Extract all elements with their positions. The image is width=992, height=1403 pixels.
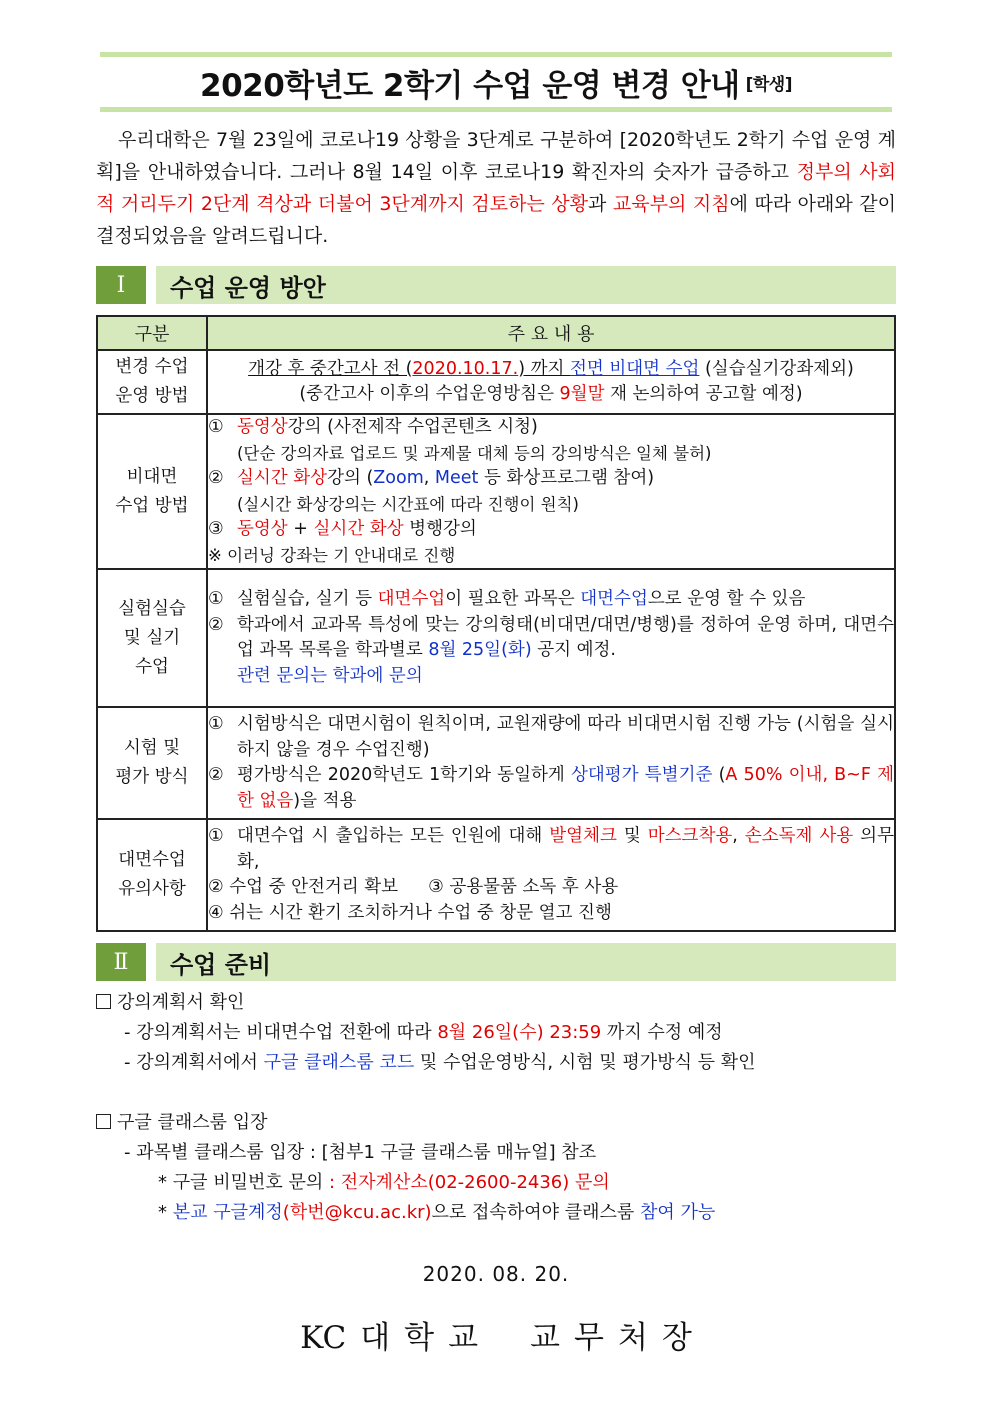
text: 구글 클래스룸 입장 (117, 1112, 268, 1133)
text: 이 필요한 과목은 (445, 589, 581, 609)
text: 동영상 (237, 417, 288, 437)
category-line: 대면수업 (118, 850, 186, 870)
row-category (97, 414, 207, 569)
title-bottom-rule (100, 107, 892, 112)
section-1-header (96, 266, 896, 304)
item-number: ① (208, 826, 224, 846)
category-line: 유의사항 (118, 879, 186, 899)
category-line: 비대면 (126, 466, 178, 487)
section-1-label: 수업 운영 방안 (156, 266, 896, 304)
text: 으로 접속하여야 클래스룸 (431, 1202, 640, 1223)
row-category (97, 707, 207, 819)
item-number: ① (208, 714, 224, 734)
text: 참여 가능 (639, 1202, 716, 1223)
text: 까지 수정 예정 (601, 1022, 723, 1043)
item-number: ② (208, 614, 224, 635)
list-item (208, 763, 894, 814)
text: 마스크착용 (647, 826, 733, 846)
sub-note: (실시간 화상강의는 시간표에 따라 진행이 원칙) (237, 494, 579, 514)
text: * 구글 비밀번호 문의 (158, 1172, 329, 1193)
text: 구글 클래스룸 코드 (263, 1052, 415, 1073)
signature-char: 교 (530, 1320, 560, 1356)
row-content (207, 350, 895, 414)
signature-char: 학 (404, 1320, 435, 1356)
text: 8월 26일(수) 23:59 (437, 1022, 602, 1043)
text: 대면수업 (377, 589, 446, 609)
signature-char: 무 (574, 1320, 604, 1356)
text: Zoom (373, 468, 424, 488)
item-number: ③ (208, 519, 224, 539)
text: 2020.10.17. (412, 358, 519, 379)
text: 9월말 (559, 384, 605, 404)
text: 전면 비대면 수업 (569, 358, 700, 379)
category-line: 운영 방법 (115, 386, 189, 406)
text: ( (712, 765, 726, 785)
section-1-number: Ⅰ (96, 266, 146, 304)
list-item (208, 613, 894, 690)
category-line: 수업 방법 (115, 495, 189, 516)
text: (학번@kcu.ac.kr) (282, 1202, 432, 1223)
text: 병행강의 (403, 519, 477, 539)
signature-char: 장 (661, 1320, 692, 1356)
text: 실시간 화상 (237, 468, 328, 488)
list-item (208, 824, 894, 875)
text: 개강 후 중간고사 전 ( (248, 358, 413, 379)
text: 학과에서 교과목 특성에 맞는 강의형태(비대면/대면/병행)를 정하여 운영 하며, 대면수업 과목 목록을 학과별로 (237, 614, 894, 660)
checkbox-icon (96, 994, 111, 1009)
category-line: 및 실기 (123, 627, 181, 648)
text: 동영상 (237, 519, 288, 539)
section-2-header (96, 943, 896, 981)
list-item: - 과목별 클래스룸 입장 : [첨부1 구글 클래스룸 매뉴얼] 참조 (124, 1142, 597, 1163)
page-title (100, 57, 892, 107)
checklist-item (96, 1108, 896, 1138)
text: 의무화, (237, 826, 894, 872)
table-header-row (97, 316, 895, 350)
sub-note: (단순 강의자료 업로드 및 과제물 대체 등의 강의방식은 일체 불허) (237, 443, 712, 463)
text: 대면수업 (580, 589, 648, 609)
list-item (208, 875, 894, 901)
header-content: 주 요 내 용 (207, 316, 895, 350)
intro-text-2: 과 (588, 193, 613, 215)
text: : 전자계산소(02-2600-2436) 문의 (329, 1172, 610, 1193)
text: ) 까지 (518, 358, 570, 379)
intro-paragraph (96, 124, 896, 252)
item-number: ② (208, 468, 224, 488)
list-item (96, 1048, 896, 1078)
list-item (208, 517, 894, 543)
text: 손소독제 사용 (744, 826, 854, 846)
text: + (287, 519, 314, 539)
signature-char: KC (300, 1320, 347, 1356)
row-content (207, 707, 895, 819)
text: 시험방식은 대면시험이 원칙이며, 교원재량에 따라 비대면시험 진행 가능 (시험을 실시하지 않을 경우 수업진행) (237, 714, 894, 760)
text: 강의 ( (327, 468, 374, 488)
category-line: 시험 및 (123, 738, 181, 758)
text: ③ 공용물품 소독 후 사용 (428, 877, 619, 897)
text: - 강의계획서는 비대면수업 전환에 따라 (124, 1022, 438, 1043)
item-number: ① (208, 417, 224, 437)
intro-text-1: 우리대학은 7월 23일에 코로나19 상황을 3단계로 구분하여 [2020학년도 2학기 수업 운영 계획]을 안내하였습니다. 그러나 8월 14일 이후 코로나19 확진자의 숫자가 급증하고 (96, 129, 896, 183)
text: 발열체크 (549, 826, 617, 846)
text: 재 논의하여 공고할 예정) (604, 384, 803, 404)
intro-text-3: 에 따라 아래와 같이 결정되었음을 알려드립니다. (96, 193, 896, 247)
item-number: ① (208, 589, 224, 609)
note-line: ※ 이러닝 강좌는 기 안내대로 진행 (208, 545, 456, 565)
table-row (97, 569, 895, 707)
text: 8월 25일(화) (428, 640, 532, 660)
content-line (208, 382, 894, 408)
list-item (96, 1018, 896, 1048)
intro-highlight-2: 교육부의 지침 (612, 193, 730, 215)
item-number: ② (208, 765, 224, 785)
text: 등 화상프로그램 참여) (478, 468, 655, 488)
text: 실험실습, 실기 등 (237, 589, 378, 609)
title-block (100, 52, 892, 112)
text: 관련 문의는 학과에 문의 (237, 665, 423, 686)
row-content (207, 819, 895, 931)
content-line (208, 357, 894, 383)
text: 평가방식은 2020학년도 1학기와 동일하게 (237, 765, 571, 785)
header-category: 구분 (97, 316, 207, 350)
title-main: 2020학년도 2학기 수업 운영 변경 안내 (200, 67, 740, 104)
intro-highlight-1: 정부의 사회적 거리두기 2단계 격상과 더불어 3단계까지 검토하는 상황 (96, 161, 896, 215)
text: 강의계획서 확인 (117, 992, 245, 1013)
text: * (158, 1202, 173, 1223)
text: (실습실기강좌제외) (699, 358, 854, 379)
text: - 강의계획서에서 (124, 1052, 264, 1073)
text: )을 적용 (293, 790, 357, 811)
text: 본교 구글계정 (172, 1202, 283, 1223)
row-category (97, 569, 207, 707)
text: , (732, 826, 745, 846)
text: 실시간 화상 (313, 519, 404, 539)
issue-date: 2020. 08. 20. (422, 1262, 570, 1286)
text: A 50% 이내, B~F 제한 없음 (237, 765, 894, 811)
signature-char: 처 (617, 1320, 648, 1356)
table-row (97, 414, 895, 569)
text: , (423, 468, 435, 488)
category-line: 평가 방식 (115, 767, 189, 787)
list-item: ④ 쉬는 시간 환기 조치하거나 수업 중 창문 열고 진행 (208, 902, 612, 923)
table-row (97, 819, 895, 931)
signature (0, 1312, 992, 1357)
text: 으로 운영 할 수 있음 (647, 589, 806, 609)
text: Meet (434, 468, 479, 488)
table-row (97, 707, 895, 819)
signature-char: 교 (448, 1320, 479, 1356)
text: 강의 (사전제작 수업콘텐츠 시청) (287, 417, 538, 437)
checklist-item (96, 988, 896, 1018)
category-line: 실험실습 (118, 598, 186, 619)
section-2-label: 수업 준비 (156, 943, 896, 981)
text: 대면수업 시 출입하는 모든 인원에 대해 (237, 826, 550, 846)
section-2-number: Ⅱ (96, 943, 146, 981)
row-category (97, 819, 207, 931)
list-item (96, 1168, 896, 1198)
list-item (96, 1198, 896, 1228)
text: 공지 예정. (531, 640, 616, 660)
list-item (208, 712, 894, 763)
row-content (207, 569, 895, 707)
category-line: 변경 수업 (115, 357, 189, 377)
category-line: 수업 (135, 656, 169, 677)
text: 및 수업운영방식, 시험 및 평가방식 등 확인 (414, 1052, 756, 1073)
text: (중간고사 이후의 수업운영방침은 (299, 384, 560, 404)
list-item (208, 587, 894, 613)
signature-char: 대 (360, 1320, 391, 1356)
list-item (208, 415, 894, 441)
text: 상대평가 특별기준 (570, 765, 713, 785)
operation-table (96, 315, 896, 932)
list-item (208, 466, 894, 492)
row-category (97, 350, 207, 414)
text: 및 (616, 826, 648, 846)
title-tag: [학생] (745, 74, 792, 95)
table-row (97, 350, 895, 414)
row-content (207, 414, 895, 569)
text: ② 수업 중 안전거리 확보 (208, 877, 399, 897)
checkbox-icon (96, 1114, 111, 1129)
preparation-list (96, 988, 896, 1228)
